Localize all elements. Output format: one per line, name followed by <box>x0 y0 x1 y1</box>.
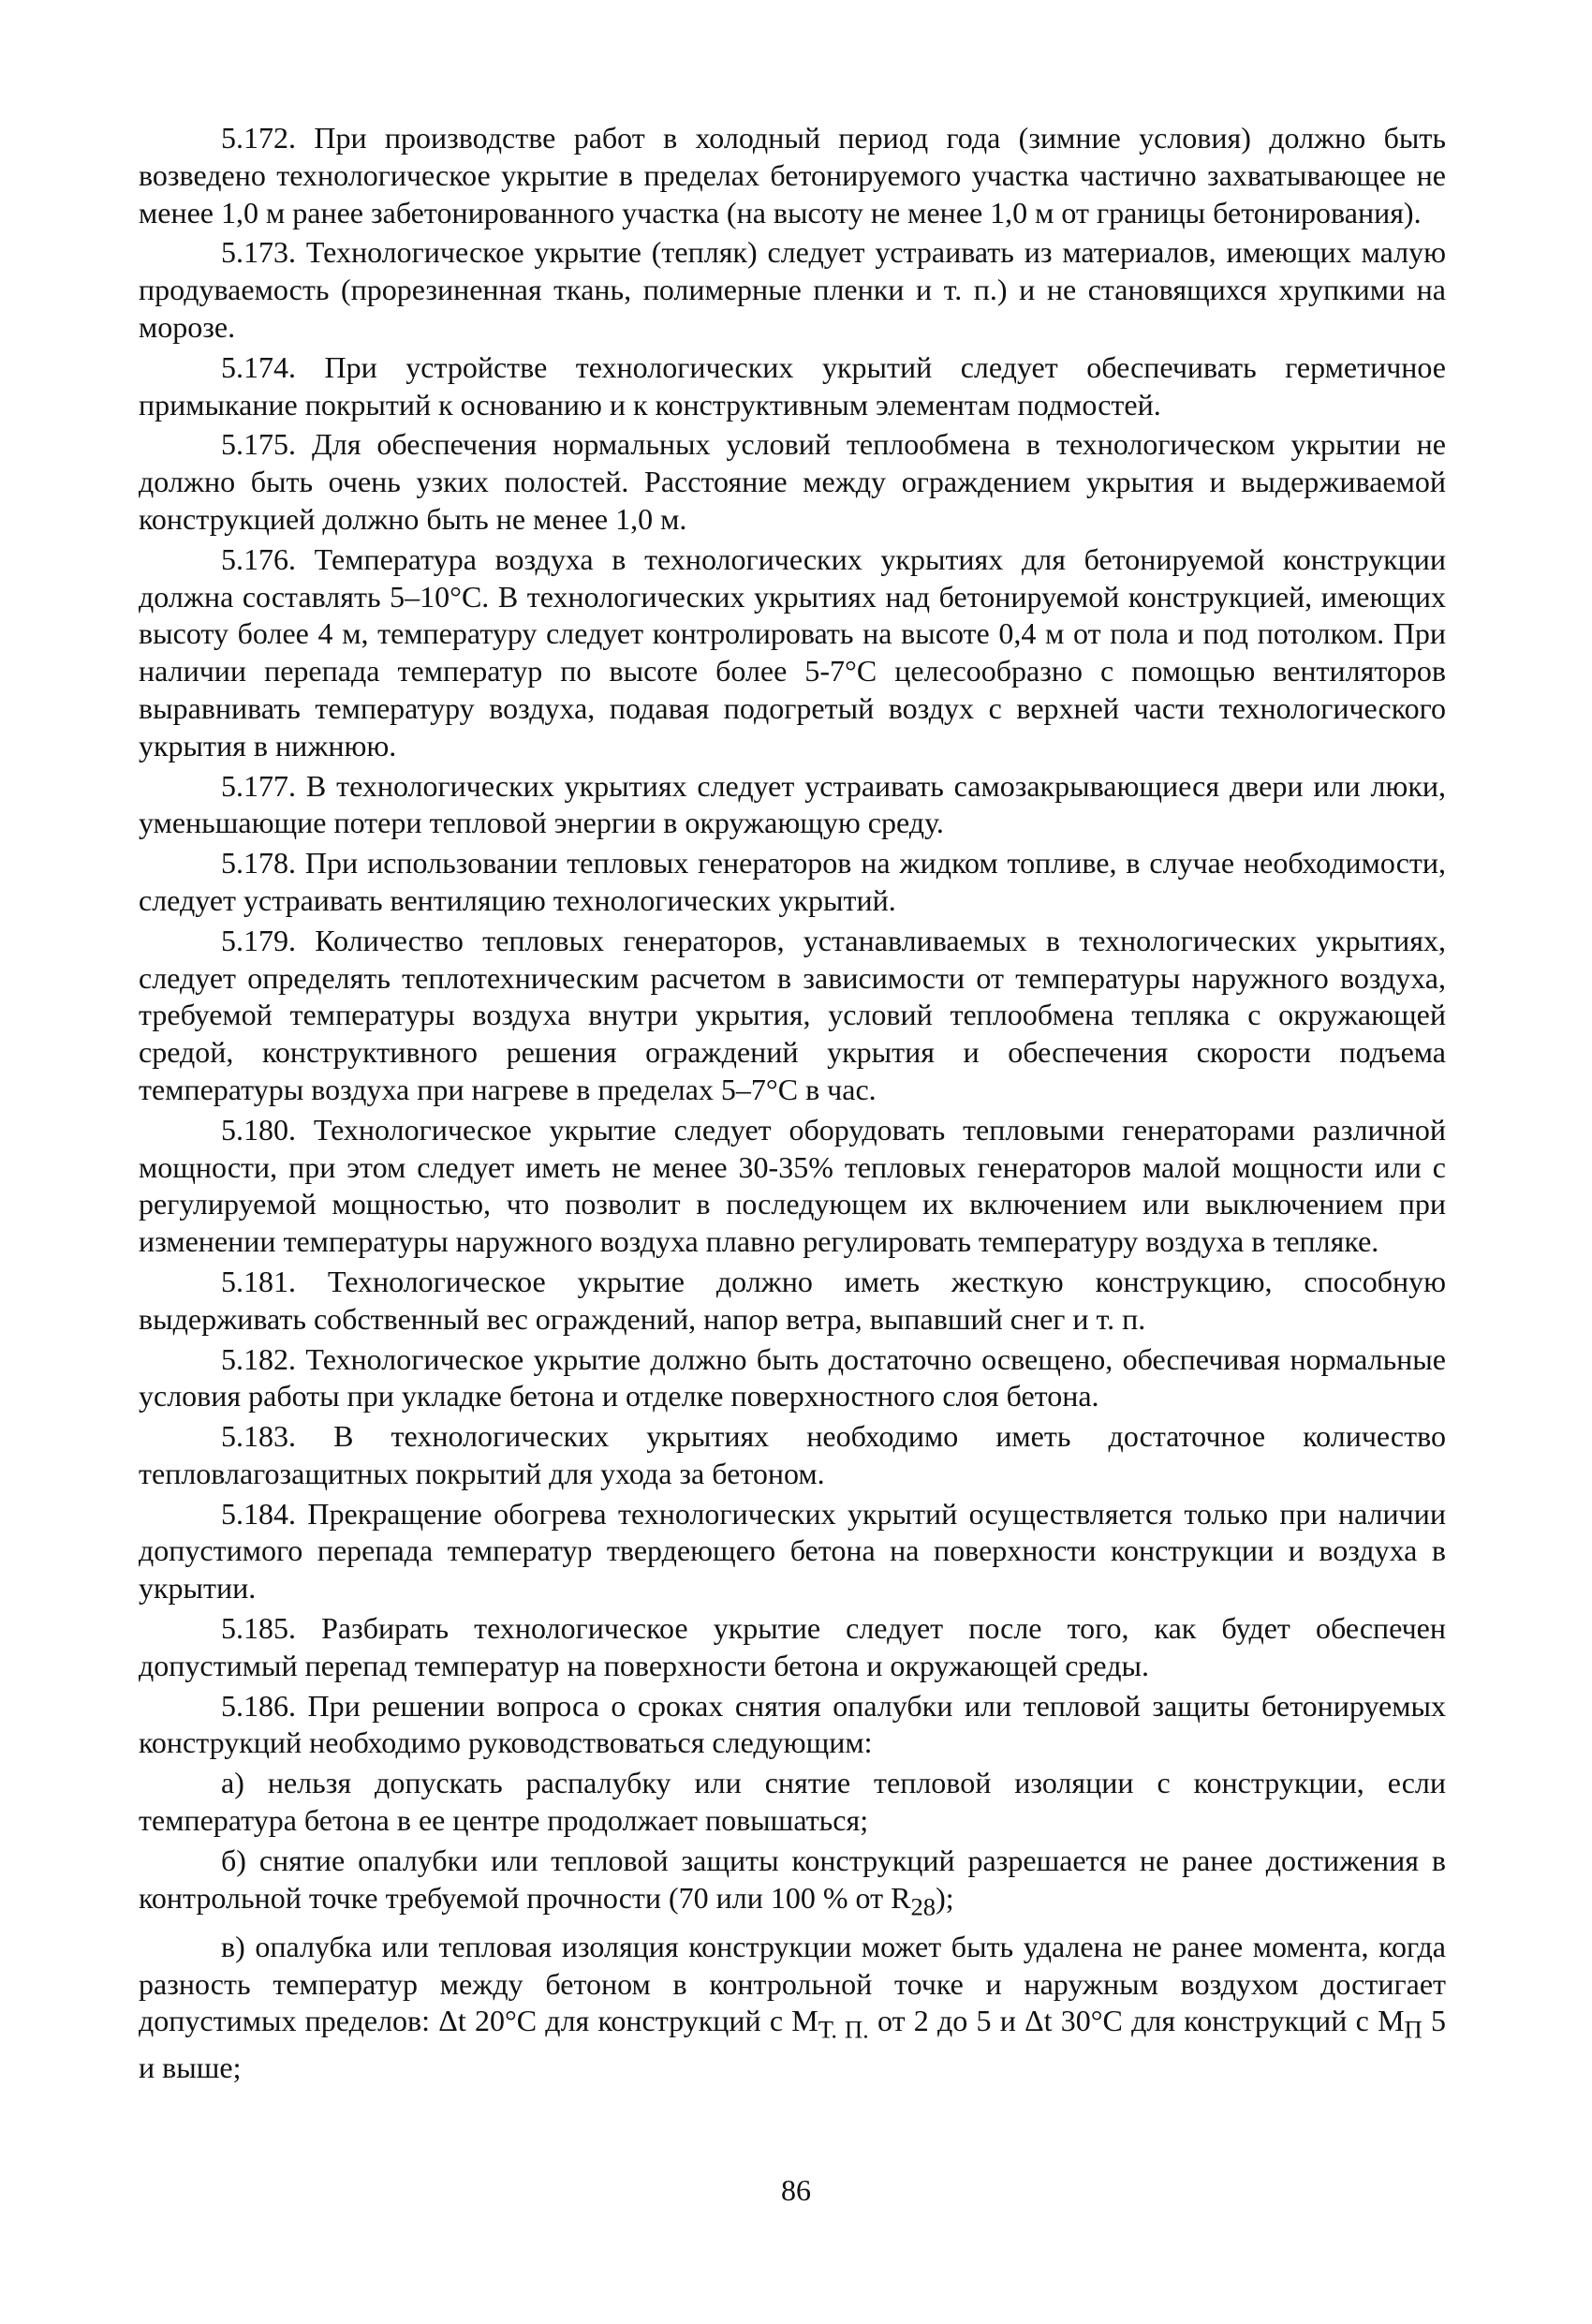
paragraph-5-180: 5.180. Технологическое укрытие следует оборудовать тепловыми генераторами различной мощности, при этом следует иметь не менее 30-35% тепловых генераторов малой мощности или с регулируемой мощностью, что позволит в последующем их включением или выключением при изменении температуры наружного воздуха плавно регулировать температуру воздуха в тепляке. <box>139 1112 1446 1259</box>
list-item-v-subscript-2: П <box>1404 2015 1422 2044</box>
paragraph-5-174: 5.174. При устройстве технологических укрытий следует обеспечивать герметичное примыкание покрытий к основанию и к конструктивным элементам подмостей. <box>139 349 1446 422</box>
document-body <box>139 120 1446 2089</box>
list-item-b-tail: ); <box>936 1880 954 1915</box>
list-item-b-subscript: 28 <box>910 1892 936 1921</box>
list-item-a: а) нельзя допускать распалубку или снятие тепловой изоляции с конструкции, если температура бетона в ее центре продолжает повышаться; <box>139 1766 1446 1838</box>
list-item-b <box>139 1843 1446 1926</box>
paragraph-5-175: 5.175. Для обеспечения нормальных условий теплообмена в технологическом укрытии не должно быть очень узких полостей. Расстояние между ограждением укрытия и выдерживаемой конструкцией должно быть не менее 1,0 м. <box>139 427 1446 536</box>
paragraph-5-178: 5.178. При использовании тепловых генераторов на жидком топливе, в случае необходимости, следует устраивать вентиляцию технологических укрытий. <box>139 846 1446 917</box>
paragraph-5-184: 5.184. Прекращение обогрева технологических укрытий осуществляется только при наличии допустимого перепада температур твердеющего бетона на поверхности конструкции и воздуха в укрытии. <box>139 1496 1446 1606</box>
paragraph-5-185: 5.185. Разбирать технологическое укрытие следует после того, как будет обеспечен допустимый перепад температур на поверхности бетона и окружающей среды. <box>139 1611 1446 1682</box>
page-number: 86 <box>781 2173 811 2207</box>
list-item-b-text: б) снятие опалубки или тепловой защиты конструкций разрешается не ранее достижения в контрольной точке требуемой прочности (70 или 100 % от R <box>139 1843 1446 1915</box>
paragraph-5-186: 5.186. При решении вопроса о сроках снятия опалубки или тепловой защиты бетонируемых конструкций необходимо руководствоваться следующим: <box>139 1688 1446 1760</box>
paragraph-5-172: 5.172. При производстве работ в холодный период года (зимние условия) должно быть возведено технологическое укрытие в пределах бетонируемого участка частично захватывающее не менее 1,0 м ранее забетонированного участка (на высоту не менее 1,0 м от границы бетонирования). <box>139 121 1446 229</box>
list-item-v-text-2: от 2 до 5 и Δt 30°С для конструкций с М <box>868 2004 1405 2038</box>
paragraph-5-177: 5.177. В технологических укрытиях следует устраивать самозакрывающиеся двери или люки, уменьшающие потери тепловой энергии в окружающую среду. <box>139 768 1446 840</box>
paragraph-5-173: 5.173. Технологическое укрытие (тепляк) следует устраивать из материалов, имеющих малую продуваемость (прорезиненная ткань, полимерные пленки и т. п.) и не становящихся хрупкими на морозе. <box>139 235 1446 344</box>
paragraph-5-176: 5.176. Температура воздуха в технологических укрытиях для бетонируемой конструкции должна составлять 5–10°С. В технологических укрытиях над бетонируемой конструкцией, имеющих высоту более 4 м, температуру следует контролировать на высоте 0,4 м от пола и под потолком. При наличии перепада температур по высоте более 5-7°С целесообразно с помощью вентиляторов выравнивать температуру воздуха, подавая подогретый воздух с верхней части технологического укрытия в нижнюю. <box>139 541 1446 762</box>
paragraph-5-179: 5.179. Количество тепловых генераторов, устанавливаемых в технологических укрытиях, следует определять теплотехническим расчетом в зависимости от температуры наружного воздуха, требуемой температуры воздуха внутри укрытия, условий теплообмена тепляка с окружающей средой, конструктивного решения ограждений укрытия и обеспечения скорости подъема температуры воздуха при нагреве в пределах 5–7°С в час. <box>139 923 1446 1106</box>
list-item-v-text-3: 5 и выше; <box>139 2004 1447 2084</box>
paragraph-5-183: 5.183. В технологических укрытиях необходимо иметь достаточное количество тепловлагозащитных покрытий для ухода за бетоном. <box>139 1419 1446 1490</box>
list-item-v-subscript-1: Т. П. <box>818 2015 869 2044</box>
paragraph-5-181: 5.181. Технологическое укрытие должно иметь жесткую конструкцию, способную выдерживать собственный вес ограждений, напор ветра, выпавший снег и т. п. <box>139 1264 1446 1336</box>
list-item-v <box>139 1929 1446 2087</box>
paragraph-5-182: 5.182. Технологическое укрытие должно быть достаточно освещено, обеспечивая нормальные условия работы при укладке бетона и отделке поверхностного слоя бетона. <box>139 1341 1446 1414</box>
list-item-v-text-1: в) опалубка или тепловая изоляция конструкции может быть удалена не ранее момента, когда разность температур между бетоном в контрольной точке и наружным воздухом достигает допустимых пределов: Δt 20°С для конструкций с М <box>139 1929 1446 2038</box>
